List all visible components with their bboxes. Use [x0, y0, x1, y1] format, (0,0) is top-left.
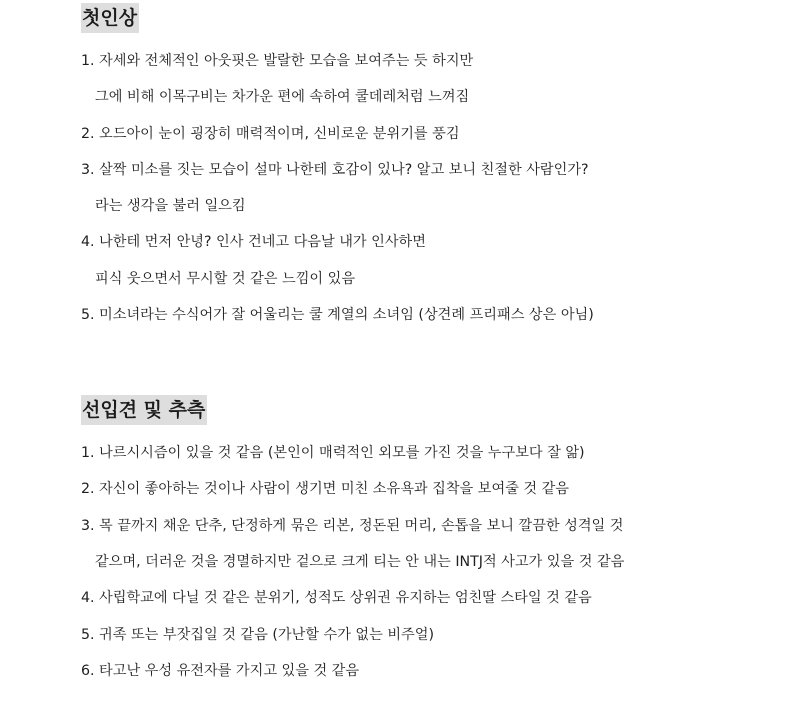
list-item: 4. 사립학교에 다닐 것 같은 분위기, 성적도 상위권 유지하는 엄친딸 스타일 것 같음 — [81, 590, 592, 606]
list-item-continuation: 같으며, 더러운 것을 경멸하지만 겉으로 크게 티는 안 내는 INTJ적 사고가 있을 것 같음 — [95, 554, 625, 570]
list-item: 5. 귀족 또는 부잣집일 것 같음 (가난할 수가 없는 비주얼) — [81, 627, 435, 643]
list-item: 4. 나한테 먼저 안녕? 인사 건네고 다음날 내가 인사하면 — [81, 234, 426, 250]
list-item: 6. 타고난 우성 유전자를 가지고 있을 것 같음 — [81, 663, 360, 679]
list-item: 2. 오드아이 눈이 굉장히 매력적이며, 신비로운 분위기를 풍김 — [81, 126, 460, 142]
list-item: 2. 자신이 좋아하는 것이나 사람이 생기면 미친 소유욕과 집착을 보여줄 것 같음 — [81, 481, 570, 497]
list-item: 5. 미소녀라는 수식어가 잘 어울리는 쿨 계열의 소녀임 (상견례 프리패스 상은 아님) — [81, 307, 594, 323]
section-heading-first-impression: 첫인상 — [81, 3, 139, 33]
list-item: 3. 목 끝까지 채운 단추, 단정하게 묶은 리본, 정돈된 머리, 손톱을 보니 깔끔한 성격일 것 — [81, 518, 624, 534]
list-item: 1. 자세와 전체적인 아웃핏은 발랄한 모습을 보여주는 듯 하지만 — [81, 53, 474, 69]
list-item-continuation: 피식 웃으면서 무시할 것 같은 느낌이 있음 — [95, 271, 356, 287]
list-item: 1. 나르시시즘이 있을 것 같음 (본인이 매력적인 외모를 가진 것을 누구보다 잘 앎) — [81, 445, 585, 461]
list-item-continuation: 그에 비해 이목구비는 차가운 편에 속하여 쿨데레처럼 느껴짐 — [95, 89, 470, 105]
list-item-continuation: 라는 생각을 불러 일으킴 — [95, 198, 246, 214]
section-heading-prejudice-and-guess: 선입견 및 추측 — [81, 395, 207, 425]
list-item: 3. 살짝 미소를 짓는 모습이 설마 나한테 호감이 있나? 알고 보니 친절한 사람인가? — [81, 162, 589, 178]
